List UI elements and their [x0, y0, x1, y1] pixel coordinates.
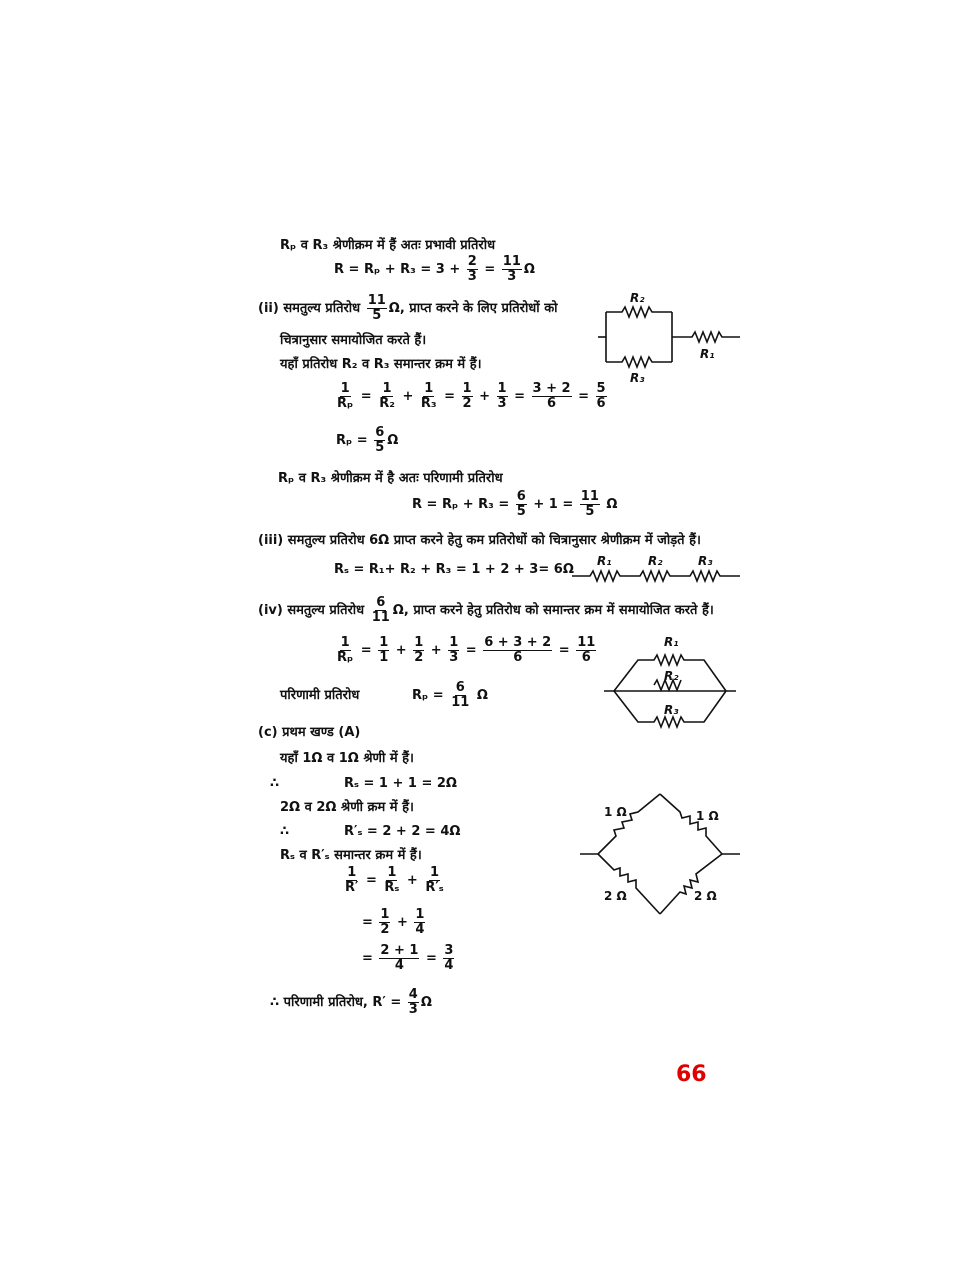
label-r3: R₃	[630, 371, 645, 385]
part-iv-text: Ω, प्राप्त करने हेतु प्रतिरोध को समान्तर क्रम में समायोजित करते हैं।	[392, 603, 714, 618]
equation-series-rs: Rₛ = R₁+ R₂ + R₃ = 1 + 2 + 3= 6Ω	[334, 562, 574, 577]
part-iv-label: (iv) समतुल्य प्रतिरोध	[258, 603, 365, 618]
fraction: $\frac{6}{5}$	[375, 425, 385, 455]
eq-lhs: R = Rₚ + R₃ =	[412, 497, 510, 512]
circuit-figure-parallel-three	[604, 632, 740, 732]
fraction: $\frac{11}{5}$	[580, 489, 599, 519]
equation-substitute: = $\frac{1}{2}$ + $\frac{1}{4}$	[362, 907, 425, 937]
equation-rp-value	[336, 426, 398, 455]
eq-lhs: R = Rₚ + R₃ = 3 +	[334, 262, 461, 277]
therefore-symbol: ∴	[270, 776, 280, 791]
label-top-right-ohm: 1 Ω	[696, 809, 719, 823]
circuit-figure-series	[570, 552, 742, 582]
equation-r-total: R = Rₚ + R₃ = 3 + $\frac{2}{3}$ = $\frac{11}{3}$ Ω	[334, 254, 535, 284]
r2-r3-parallel-text: यहाँ प्रतिरोध R₂ व R₃ समान्तर क्रम में हैं।	[280, 357, 482, 372]
equation-r-total-2	[412, 490, 617, 519]
label-r1: R₁	[700, 347, 715, 361]
fraction: $\frac{1}{\text{R₃}}$	[420, 381, 437, 411]
therefore-symbol: ∴	[280, 824, 290, 839]
label-r1: R₁	[664, 635, 679, 649]
fraction: $\frac{1}{2}$	[414, 635, 424, 665]
fraction: $\frac{1}{\text{R′ₛ}}$	[425, 865, 444, 895]
part-ii-text: Ω, प्राप्त करने के लिए प्रतिरोधों को	[388, 301, 558, 316]
fraction: $\frac{1}{R'}$	[345, 865, 359, 895]
label-r1: R₁	[597, 554, 612, 568]
eq-mid: + 1 =	[533, 497, 574, 512]
fraction: $\frac{3}{4}$	[444, 943, 454, 973]
ohm-symbol: Ω	[420, 995, 432, 1010]
fraction: $\frac{4}{3}$	[408, 987, 418, 1017]
ohm-symbol: Ω	[476, 688, 488, 703]
equation-simplify: = $\frac{2 + 1}{4}$ = $\frac{3}{4}$	[362, 943, 454, 973]
ohm-symbol: Ω	[387, 433, 399, 448]
fraction: $\frac{6}{5}$	[516, 489, 526, 519]
series-2-2-text: 2Ω व 2Ω श्रेणी क्रम में हैं।	[280, 800, 414, 815]
fraction: $\frac{1}{\text{R₂}}$	[379, 381, 395, 411]
final-result	[270, 988, 432, 1017]
circuit-figure-parallel-series	[598, 288, 743, 388]
fraction: $\frac{1}{\text{Rₚ}}$	[337, 381, 354, 411]
label-bottom-left-ohm: 2 Ω	[604, 889, 627, 903]
part-ii-heading	[258, 294, 558, 323]
equation-parallel-rp: $\frac{1}{\text{Rₚ}}$ = $\frac{1}{\text{R₂}}$ + $\frac{1}{\text{R₃}}$ = $\frac{1}{2}$ + $\frac{1}{3}$ = $\frac{3 + 2}{6}$ = $\frac{5}{6}$	[337, 381, 606, 411]
fraction: $\frac{1}{2}$	[380, 907, 390, 937]
fraction: $\frac{1}{\text{Rₛ}}$	[384, 865, 400, 895]
fraction: $\frac{6}{11}$	[451, 680, 470, 710]
fraction: $\frac{5}{6}$	[596, 381, 606, 411]
fraction: $\frac{1}{3}$	[449, 635, 459, 665]
part-iii-text: (iii) समतुल्य प्रतिरोध 6Ω प्राप्त करने हेतु कम प्रतिरोधों को चित्रानुसार श्रेणीक्रम में जोड़ते हैं।	[258, 533, 701, 548]
fraction: $\frac{11}{5}$	[367, 293, 386, 323]
circuit-figure-diamond	[578, 790, 742, 922]
page-number: 66	[676, 1062, 707, 1087]
eq-lhs: Rₚ =	[412, 688, 444, 703]
equation-rs: Rₛ = 1 + 1 = 2Ω	[344, 776, 457, 791]
label-top-left-ohm: 1 Ω	[604, 805, 627, 819]
eq-lhs: Rₚ =	[336, 433, 368, 448]
fraction: $\frac{1}{4}$	[415, 907, 425, 937]
equation-r-prime-parallel: $\frac{1}{R'}$ = $\frac{1}{\text{Rₛ}}$ + $\frac{1}{\text{R′ₛ}}$	[345, 865, 444, 895]
label-bottom-right-ohm: 2 Ω	[694, 889, 717, 903]
fraction: $\frac{6}{11}$	[371, 595, 390, 625]
ohm-symbol: Ω	[523, 262, 535, 277]
label-r3: R₃	[664, 703, 679, 717]
part-c-heading: (c) प्रथम खण्ड (A)	[258, 725, 361, 740]
equation-parallel-three: $\frac{1}{\text{Rₚ}}$ = $\frac{1}{1}$ + $\frac{1}{2}$ + $\frac{1}{3}$ = $\frac{6 + 3 + 2}{6}$ = $\frac{11}{6}$	[337, 635, 596, 665]
fraction: $\frac{2 + 1}{4}$	[380, 943, 419, 973]
ohm-symbol: Ω	[606, 497, 618, 512]
fraction: $\frac{11}{6}$	[577, 635, 596, 665]
fraction: $\frac{1}{\text{Rₚ}}$	[337, 635, 354, 665]
resultant-label: परिणामी प्रतिरोध	[280, 688, 360, 703]
fraction: $\frac{1}{1}$	[379, 635, 389, 665]
fraction: $\frac{1}{3}$	[497, 381, 507, 411]
label-r3: R₃	[698, 554, 713, 568]
part-ii-label: (ii) समतुल्य प्रतिरोध	[258, 301, 361, 316]
rp-r3-series-text-2: Rₚ व R₃ श्रेणीक्रम में है अतः परिणामी प्रतिरोध	[278, 471, 503, 486]
fraction: $\frac{11}{3}$	[502, 254, 521, 284]
rp-r3-series-text: Rₚ व R₃ श्रेणीक्रम में हैं अतः प्रभावी प्रतिरोध	[280, 238, 496, 253]
equation-rs-prime: R′ₛ = 2 + 2 = 4Ω	[344, 824, 461, 839]
final-result-label: ∴ परिणामी प्रतिरोध, R′ =	[270, 995, 402, 1010]
part-c-series-text: यहाँ 1Ω व 1Ω श्रेणी में हैं।	[280, 751, 414, 766]
fraction: $\frac{6 + 3 + 2}{6}$	[484, 635, 552, 665]
arrangement-text: चित्रानुसार समायोजित करते हैं।	[280, 333, 427, 348]
label-r2: R₂	[664, 669, 679, 683]
equation-rp-result	[412, 681, 488, 710]
fraction: $\frac{2}{3}$	[467, 254, 477, 284]
fraction: $\frac{1}{2}$	[462, 381, 472, 411]
part-iv-heading	[258, 596, 714, 625]
fraction: $\frac{3 + 2}{6}$	[532, 381, 571, 411]
label-r2: R₂	[630, 291, 645, 305]
label-r2: R₂	[648, 554, 663, 568]
rs-parallel-text: Rₛ व R′ₛ समान्तर क्रम में हैं।	[280, 848, 422, 863]
